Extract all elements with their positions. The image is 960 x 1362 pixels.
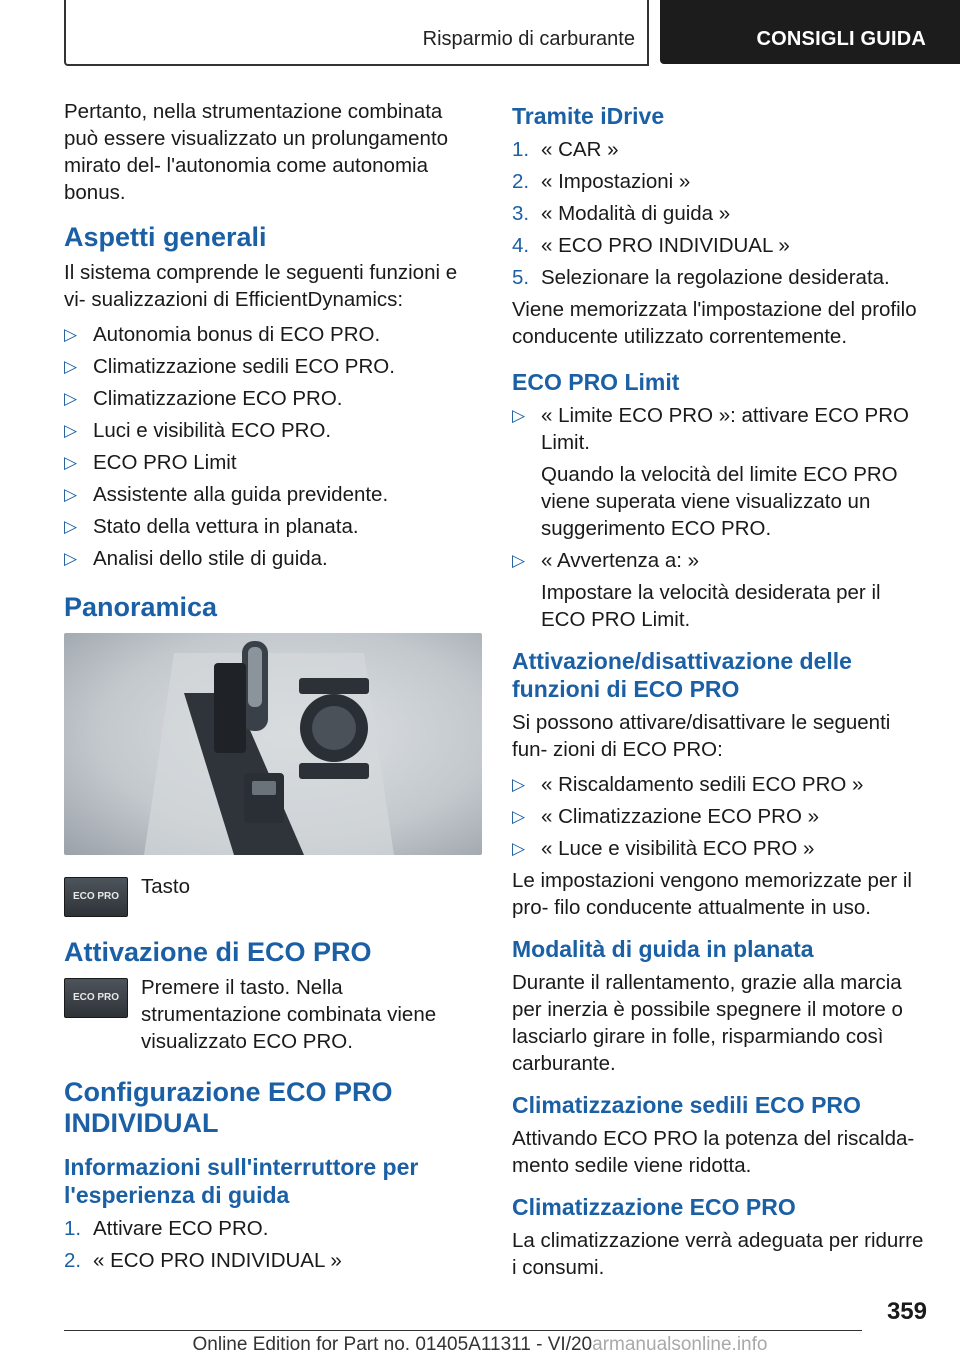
gear-selector-console-illustration xyxy=(64,633,482,855)
list-item: 1. Attivare ECO PRO. xyxy=(64,1217,269,1240)
list-item: ▷ Autonomia bonus di ECO PRO. xyxy=(64,323,381,346)
heading-attivazione-disattivazione: Attivazione/disattivazione delle funzioni di ECO PRO xyxy=(512,648,852,702)
list-item: ▷ Climatizzazione ECO PRO. xyxy=(64,387,343,410)
list-item: 2. « ECO PRO INDIVIDUAL » xyxy=(64,1249,342,1272)
idrive-note: Viene memorizzata l'impostazione del profilo conducente utilizzato correntemente. xyxy=(512,298,917,348)
page-number: 359 xyxy=(886,1298,927,1325)
triangle-bullet-icon: ▷ xyxy=(512,775,526,794)
triangle-bullet-icon: ▷ xyxy=(64,485,78,504)
triangle-bullet-icon: ▷ xyxy=(64,389,78,408)
tasto-caption: Tasto xyxy=(141,875,190,898)
list-item: ▷ « Limite ECO PRO »: attivare ECO PRO Limit. Quando la velocità del limite ECO PRO viene superata viene visualizzato un suggerimento ECO PRO. xyxy=(512,404,909,540)
attivazione-row xyxy=(64,974,482,1055)
heading-climatizzazione: Climatizzazione ECO PRO xyxy=(512,1194,796,1220)
triangle-bullet-icon: ▷ xyxy=(64,517,78,536)
heading-planata: Modalità di guida in planata xyxy=(512,936,814,962)
list-item: ▷ Analisi dello stile di guida. xyxy=(64,547,328,570)
list-item: ▷ « Avvertenza a: » Impostare la velocità desiderata per il ECO PRO Limit. xyxy=(512,549,881,631)
info-steps xyxy=(64,1215,482,1274)
triangle-bullet-icon: ▷ xyxy=(512,551,526,570)
list-item: 2. « Impostazioni » xyxy=(512,170,691,193)
sedili-paragraph: Attivando ECO PRO la potenza del riscalda- mento sedile viene ridotta. xyxy=(512,1127,915,1177)
triangle-bullet-icon: ▷ xyxy=(64,453,78,472)
chapter-title: CONSIGLI GUIDA xyxy=(756,28,926,50)
heading-configurazione: Configurazione ECO PRO INDIVIDUAL xyxy=(64,1077,393,1138)
attdis-note: Le impostazioni vengono memorizzate per il pro- filo conducente attualmente in uso. xyxy=(512,869,912,919)
heading-attivazione: Attivazione di ECO PRO xyxy=(64,937,372,967)
footer-divider xyxy=(64,1330,862,1331)
heading-sedili: Climatizzazione sedili ECO PRO xyxy=(512,1092,861,1118)
list-item: ▷ Luci e visibilità ECO PRO. xyxy=(64,419,332,442)
heading-eco-pro-limit: ECO PRO Limit xyxy=(512,369,680,395)
list-item: 3. « Modalità di guida » xyxy=(512,202,731,225)
eco-pro-button-icon: ECO PRO xyxy=(64,877,128,917)
heading-panoramica: Panoramica xyxy=(64,592,218,622)
tasto-row xyxy=(64,871,482,917)
idrive-steps xyxy=(512,136,930,291)
list-item: ▷ Climatizzazione sedili ECO PRO. xyxy=(64,355,395,378)
attivazione-paragraph: Premere il tasto. Nella strumentazione combinata viene visualizzato ECO PRO. xyxy=(141,976,437,1053)
section-title: Risparmio di carburante xyxy=(422,28,635,50)
list-item: 4. « ECO PRO INDIVIDUAL » xyxy=(512,234,790,257)
attdis-paragraph: Si possono attivare/disattivare le seguenti fun- zioni di ECO PRO: xyxy=(512,711,891,761)
triangle-bullet-icon: ▷ xyxy=(64,325,78,344)
intro-paragraph: Pertanto, nella strumentazione combinata può essere visualizzato un prolungamento mirato del- l'autonomia come autonomia bonus. xyxy=(64,100,449,204)
aspetti-paragraph: Il sistema comprende le seguenti funzioni e vi- sualizzazioni di EfficientDynamics: xyxy=(64,261,458,311)
list-item: 5. Selezionare la regolazione desiderata. xyxy=(512,266,890,289)
triangle-bullet-icon: ▷ xyxy=(64,357,78,376)
triangle-bullet-icon: ▷ xyxy=(512,839,526,858)
triangle-bullet-icon: ▷ xyxy=(512,807,526,826)
aspetti-list xyxy=(64,321,482,572)
clima-paragraph: La climatizzazione verrà adeguata per ridurre i consumi. xyxy=(512,1229,924,1279)
eco-pro-button-icon: ECO PRO xyxy=(64,978,128,1018)
list-item: ▷ « Riscaldamento sedili ECO PRO » xyxy=(512,773,864,796)
limit-list xyxy=(512,402,930,633)
attdis-list xyxy=(512,771,930,862)
list-item: ▷ Stato della vettura in planata. xyxy=(64,515,359,538)
footer-edition xyxy=(0,1334,960,1356)
center-console-photo xyxy=(64,633,482,855)
triangle-bullet-icon: ▷ xyxy=(512,406,526,425)
list-item: ▷ « Climatizzazione ECO PRO » xyxy=(512,805,819,828)
header-chapter-tab xyxy=(660,0,960,64)
right-column xyxy=(512,98,930,1289)
list-item: ▷ Assistente alla guida previdente. xyxy=(64,483,389,506)
edition-text: Online Edition for Part no. 01405A11311 - VI/20 xyxy=(192,1334,593,1355)
triangle-bullet-icon: ▷ xyxy=(64,549,78,568)
list-item: 1. « CAR » xyxy=(512,138,619,161)
watermark-text: armanualsonline.info xyxy=(592,1334,768,1355)
left-column xyxy=(64,98,482,1279)
list-item: ▷ ECO PRO Limit xyxy=(64,451,237,474)
planata-paragraph: Durante il rallentamento, grazie alla marcia per inerzia è possibile spegnere il motore o lasciarlo girare in folle, risparmiando così carburante. xyxy=(512,971,903,1075)
header-section-tab xyxy=(64,0,649,66)
heading-aspetti-generali: Aspetti generali xyxy=(64,222,267,252)
heading-informazioni: Informazioni sull'interruttore per l'esperienza di guida xyxy=(64,1154,419,1208)
list-item: ▷ « Luce e visibilità ECO PRO » xyxy=(512,837,815,860)
heading-tramite-idrive: Tramite iDrive xyxy=(512,103,665,129)
triangle-bullet-icon: ▷ xyxy=(64,421,78,440)
